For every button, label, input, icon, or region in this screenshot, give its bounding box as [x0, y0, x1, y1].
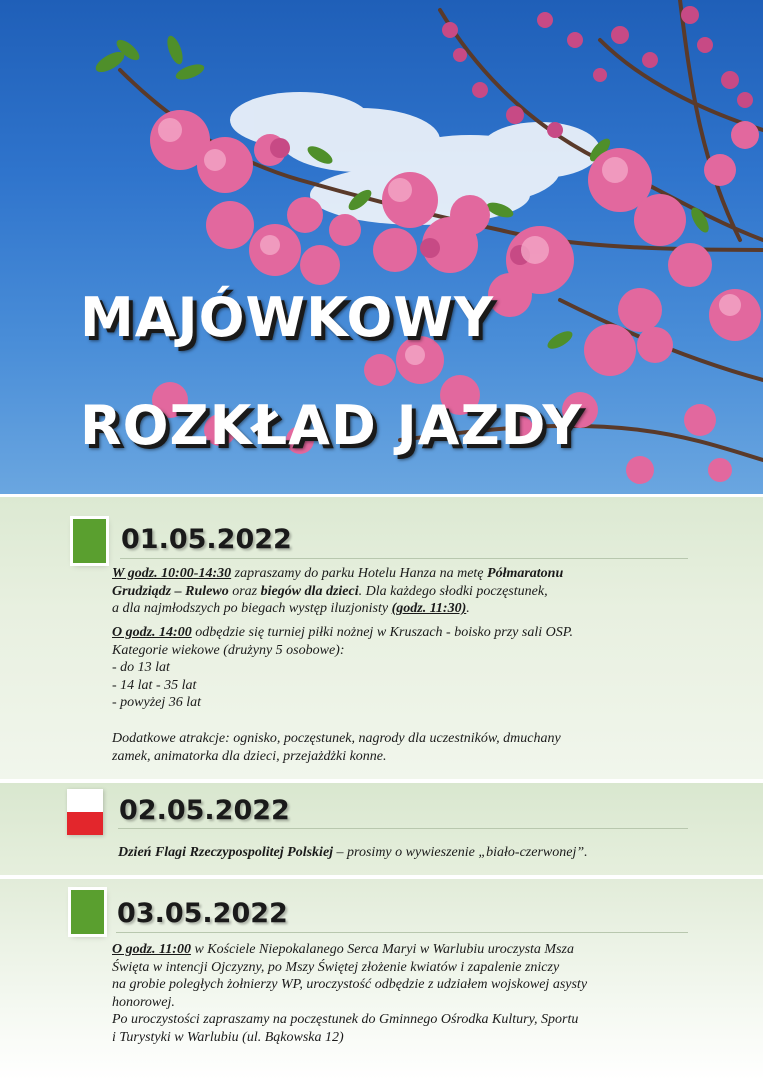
paragraph-line: a dla najmłodszych po biegach występ iluzjonisty (godz. 11:30). [112, 601, 470, 617]
section-date: 03.05.2022 [117, 898, 288, 929]
section-may-2 [0, 783, 763, 875]
section-date: 01.05.2022 [121, 524, 292, 555]
paragraph-line: honorowej. [112, 994, 175, 1010]
hero-title-line-1: MAJÓWKOWY [80, 286, 495, 349]
section-body [112, 624, 573, 712]
paragraph-line: - 14 lat - 35 lat [112, 677, 197, 693]
section-body [112, 941, 587, 1047]
hero-title-line-2: ROZKŁAD JAZDY [80, 394, 583, 457]
section-body [112, 730, 561, 765]
section-may-1 [0, 497, 763, 779]
green-marker [71, 890, 104, 934]
hero-banner [0, 0, 763, 494]
paragraph-line: O godz. 11:00 w Kościele Niepokalanego Serca Maryi w Warlubiu uroczysta Msza [112, 942, 574, 957]
paragraph-line: W godz. 10:00-14:30 zapraszamy do parku Hotelu Hanza na metę Półmaratonu [112, 566, 564, 581]
paragraph-line: na grobie poległych żołnierzy WP, uroczystość odbędzie z udziałem wojskowej asysty [112, 977, 588, 993]
date-underline [116, 932, 688, 933]
section-body [118, 844, 588, 862]
green-marker [73, 519, 106, 563]
paragraph-line: - do 13 lat [112, 660, 170, 676]
date-underline [118, 828, 688, 829]
paragraph-line: Grudziądz – Rulewo oraz biegów dla dzieci. Dla każdego słodki poczęstunek, [112, 583, 548, 599]
section-may-3 [0, 879, 763, 1080]
paragraph-line: zamek, animatorka dla dzieci, przejażdżki konne. [112, 748, 387, 764]
paragraph-line: O godz. 14:00 odbędzie się turniej piłki nożnej w Kruszach - boisko przy sali OSP. [112, 625, 573, 640]
date-underline [120, 558, 688, 559]
paragraph-line: Kategorie wiekowe (drużyny 5 osobowe): [112, 642, 345, 658]
paragraph-line: i Turystyki w Warlubiu (ul. Bąkowska 12) [112, 1029, 344, 1045]
section-date: 02.05.2022 [119, 795, 290, 826]
polish-flag [67, 789, 103, 835]
paragraph-line: Święta w intencji Ojczyzny, po Mszy Świętej złożenie kwiatów i zapalenie zniczy [112, 959, 560, 975]
paragraph-line: - powyżej 36 lat [112, 695, 202, 711]
paragraph-line: Dodatkowe atrakcje: ognisko, poczęstunek, nagrody dla uczestników, dmuchany [112, 731, 561, 746]
paragraph-line: Dzień Flagi Rzeczypospolitej Polskiej – prosimy o wywieszenie „biało-czerwonej”. [118, 845, 588, 860]
paragraph-line: Po uroczystości zapraszamy na poczęstunek do Gminnego Ośrodka Kultury, Sportu [112, 1012, 579, 1028]
section-body [112, 565, 563, 618]
